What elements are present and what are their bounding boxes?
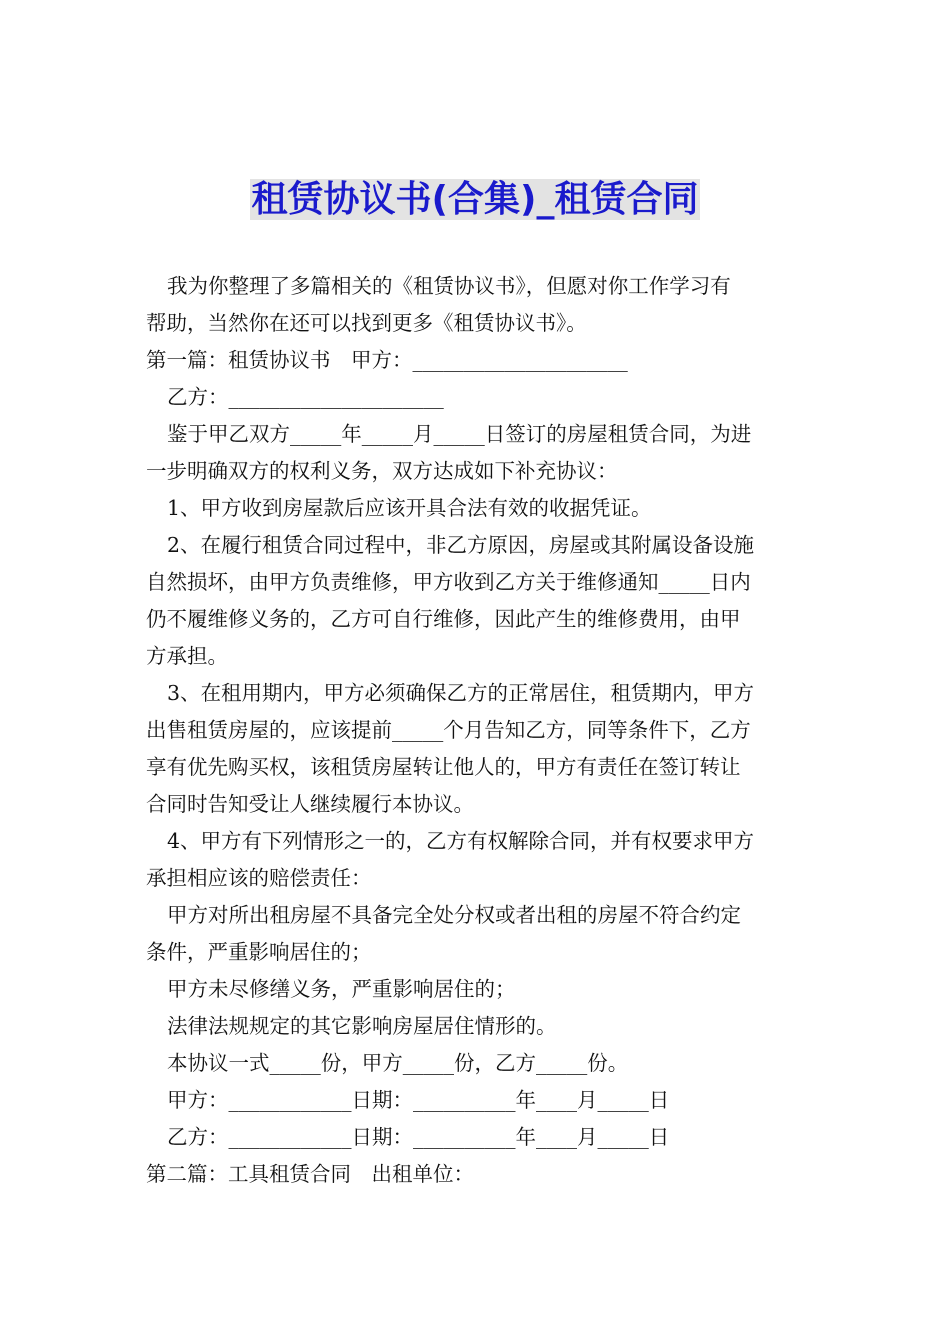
document-body (146, 268, 808, 1193)
paragraph-line: 仍不履维修义务的，乙方可自行维修，因此产生的维修费用，由甲 (146, 607, 741, 631)
paragraph-line: 承担相应该的赔偿责任： (146, 866, 372, 890)
paragraph-line: 出售租赁房屋的，应该提前_____个月告知乙方，同等条件下，乙方 (146, 718, 751, 742)
paragraph-line: 乙方：____________日期：__________年____月_____日 (167, 1125, 670, 1149)
paragraph-line: 方承担。 (146, 644, 228, 668)
document-title (0, 176, 950, 224)
paragraph-line: 1、甲方收到房屋款后应该开具合法有效的收据凭证。 (167, 496, 652, 520)
paragraph-line: 法律法规规定的其它影响房屋居住情形的。 (167, 1014, 557, 1038)
paragraph-line: 合同时告知受让人继续履行本协议。 (146, 792, 474, 816)
paragraph-line: 乙方：_____________________ (167, 385, 444, 409)
paragraph-line: 条件，严重影响居住的； (146, 940, 372, 964)
document-title-text: 租赁协议书(合集)_租赁合同 (251, 179, 699, 220)
paragraph-line: 享有优先购买权，该租赁房屋转让他人的，甲方有责任在签订转让 (146, 755, 741, 779)
paragraph-line: 甲方未尽修缮义务，严重影响居住的； (167, 977, 516, 1001)
paragraph-line: 我为你整理了多篇相关的《租赁协议书》，但愿对你工作学习有 (167, 274, 731, 298)
paragraph-line: 第二篇：工具租赁合同 出租单位： (146, 1162, 474, 1186)
paragraph-line: 自然损坏，由甲方负责维修，甲方收到乙方关于维修通知_____日内 (146, 570, 751, 594)
paragraph-line: 2、在履行租赁合同过程中，非乙方原因，房屋或其附属设备设施 (167, 533, 755, 557)
paragraph-line: 第一篇：租赁协议书 甲方：_____________________ (146, 348, 628, 372)
paragraph-line: 甲方对所出租房屋不具备完全处分权或者出租的房屋不符合约定 (167, 903, 741, 927)
paragraph-line: 本协议一式_____份，甲方_____份，乙方_____份。 (167, 1051, 629, 1075)
paragraph-line: 4、甲方有下列情形之一的，乙方有权解除合同，并有权要求甲方 (167, 829, 755, 853)
paragraph-line: 鉴于甲乙双方_____年_____月_____日签订的房屋租赁合同，为进 (167, 422, 752, 446)
paragraph-line: 一步明确双方的权利义务，双方达成如下补充协议： (146, 459, 618, 483)
paragraph-line: 3、在租用期内，甲方必须确保乙方的正常居住，租赁期内，甲方 (167, 681, 755, 705)
paragraph-line: 甲方：____________日期：__________年____月_____日 (167, 1088, 670, 1112)
paragraph-line: 帮助，当然你在还可以找到更多《租赁协议书》。 (146, 311, 587, 335)
